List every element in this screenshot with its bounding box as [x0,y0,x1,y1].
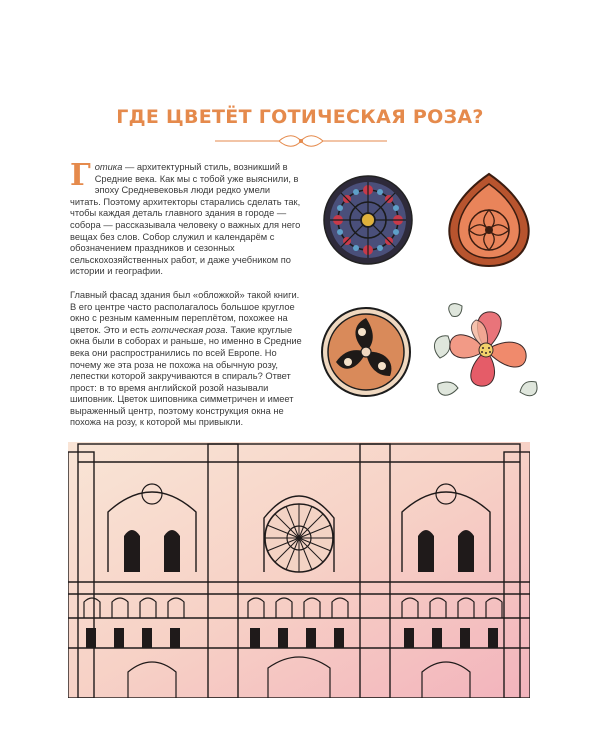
page-title: ГДЕ ЦВЕТЁТ ГОТИЧЕСКАЯ РОЗА? [116,106,484,128]
emphasis-gothic-rose: готическая роза [151,324,226,335]
drop-cap: Г [70,158,91,193]
title-ornament [215,134,387,148]
carved-leaf-rose-window-illustration [444,172,534,268]
triskele-rose-window-illustration [320,306,412,398]
stained-glass-rose-window-illustration [322,174,414,266]
paragraph-2 [70,290,302,429]
dog-rose-flower-illustration [428,300,546,408]
paragraph-2-before: Главный фасад здания был «обложкой» такой книги. В его центре часто располагалось большое круглое окно с резным каменным переплётом, похожее на цветок. Это и есть [70,289,300,335]
paragraph-1 [70,158,302,278]
paragraph-2-after: . Такие круглые окна были в соборах и раньше, но именно в Средние века они распространились по всей Европе. Но почему же эта роза не похожа на обычную розу, лепестки которой закручиваются в спираль? Ответ прост: в то время английской розой называли шиповник. Цветок шиповника симметричен и имеет выраженный центр, поэтому конструкция окна не похожа на розу, к которой мы привыкли. [70,324,302,428]
cathedral-facade-illustration [68,432,530,698]
article-text [70,158,302,441]
paragraph-1-text: — архитектурный стиль, возникший в Средние века. Как мы с тобой уже выяснили, в эпоху Средневековья люди редко умели читать. Поэтому архитекторы старались сделать так, чтобы каждая деталь главного здания в городе — собора — рассказывала человеку о важных для него вещах без слов. Собор служил и календарём с обозначением праздников и сезонных сельскохозяйственных работ, и даже учебником по истории и географии. [70,162,301,277]
emphasis-term: отика [94,162,123,172]
